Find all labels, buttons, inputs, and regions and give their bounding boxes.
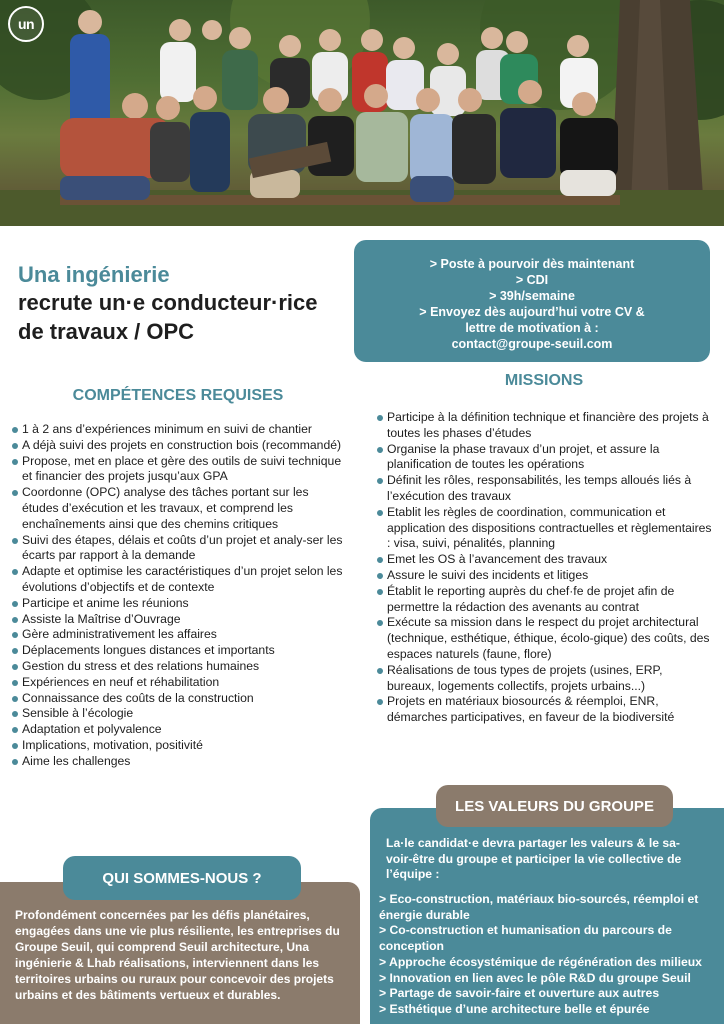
values-heading: LES VALEURS DU GROUPE [436,785,673,827]
skill-item: Propose, met en place et gère des outils de suivi technique et financier des projets jusqu’aux GPA [12,454,346,486]
skill-item: 1 à 2 ans d’expériences minimum en suivi de chantier [12,422,346,438]
skill-item: Gestion du stress et des relations humaines [12,659,346,675]
mission-item: Organise la phase travaux d’un projet, et assure la planification de toutes les opérations [377,442,713,474]
mission-item: Exécute sa mission dans le respect du projet architectural (technique, esthétique, éthique, écolo-gique) des coûts, des espaces naturels (faune, flore) [377,615,713,662]
mission-item: Assure le suivi des incidents et litiges [377,568,713,584]
skills-list [12,422,346,770]
value-item: > Approche écosystémique de régénération des milieux [379,954,702,969]
mission-item: Réalisations de tous types de projets (usines, ERP, bureaux, logements collectifs, projets urbains...) [377,663,713,695]
skill-item: Implications, motivation, positivité [12,738,346,754]
una-logo: un [8,6,44,42]
job-headline [18,262,348,346]
skill-item: Connaissance des coûts de la construction [12,691,346,707]
contact-email[interactable]: contact@groupe-seuil.com [451,337,613,351]
skill-item: A déjà suivi des projets en construction bois (recommandé) [12,438,346,454]
values-list [379,892,719,1018]
skill-item: Suivi des étapes, délais et coûts d’un projet et analy-ser les écarts par rapport à la demande [12,533,346,565]
skill-item: Gère administrativement les affaires [12,627,346,643]
offer-apply-documents: lettre de motivation à : [465,321,599,335]
value-item: > Eco-construction, matériaux bio-sourcés, réemploi et énergie durable [379,892,699,922]
skill-item: Participe et anime les réunions [12,596,346,612]
mission-item: Etablit les règles de coordination, communication et application des dispositions contractuelles et règlementaires : visa, suivi, pénalités, planning [377,505,713,552]
skill-item: Expériences en neuf et réhabilitation [12,675,346,691]
mission-item: Emet les OS à l’avancement des travaux [377,552,713,568]
mission-item: Participe à la définition technique et financière des projets à toutes les phases d’études [377,410,713,442]
value-item: > Co-construction et humanisation du parcours de conception [379,923,672,954]
skill-item: Aime les challenges [12,754,346,770]
skill-item: Assiste la Maîtrise d’Ouvrage [12,612,346,628]
skill-item: Sensible à l’écologie [12,706,346,722]
skill-item: Déplacements longues distances et importants [12,643,346,659]
company-name: Una ingénierie [18,262,170,287]
skill-item: Adaptation et polyvalence [12,722,346,738]
values-intro: La·le candidat·e devra partager les valeurs & le sa-voir-être du groupe et participer la vie collective de l’équipe : [386,836,682,881]
offer-contract-type: > CDI [515,273,549,287]
job-title-line-2: de travaux / OPC [18,319,195,344]
about-text: Profondément concernées par les défis planétaires, engagées dans une vie plus résiliente, les entreprises du Groupe Seuil, qui comprend Seuil architecture, Una ingénierie & Lhab réalisations, interviennent dans les territoires urbains ou ruraux pour concevoir des projets urbains et des bâtiments vertueux et durables. [15,908,340,1002]
skill-item: Coordonne (OPC) analyse des tâches portant sur les études d’exécution et les travaux, et comprend les enchaînements ainsi que des chemins critiques [12,485,346,532]
mission-item: Définit les rôles, responsabilités, les temps alloués liés à l’exécution des travaux [377,473,713,505]
offer-details-box [354,240,710,362]
team-photo-illustration [0,0,724,226]
offer-hours: > 39h/semaine [489,289,575,303]
offer-apply-instruction: > Envoyez dès aujourd’hui votre CV & [419,305,645,319]
value-item: > Partage de savoir-faire et ouverture aux autres [379,986,660,1001]
value-item: > Esthétique d’une architecture belle et épurée [379,1001,650,1016]
about-heading: QUI SOMMES-NOUS ? [63,856,301,900]
value-item: > Innovation en lien avec le pôle R&D du groupe Seuil [379,970,691,985]
skills-heading: COMPÉTENCES REQUISES [72,387,284,404]
missions-heading: MISSIONS [504,372,584,389]
team-photo [0,0,724,226]
mission-item: Établit le reporting auprès du chef·fe de projet afin de permettre la rédaction des avenants au contrat [377,584,713,616]
skill-item: Adapte et optimise les caractéristiques d’un projet selon les évolutions d’objectifs et de contexte [12,564,346,596]
mission-item: Projets en matériaux biosourcés & réemploi, ENR, démarches participatives, en faveur de la biodiversité [377,694,713,726]
missions-list [377,410,713,726]
offer-availability: > Poste à pourvoir dès maintenant [429,257,635,271]
job-title-line-1: recrute un·e conducteur·rice [18,290,318,315]
